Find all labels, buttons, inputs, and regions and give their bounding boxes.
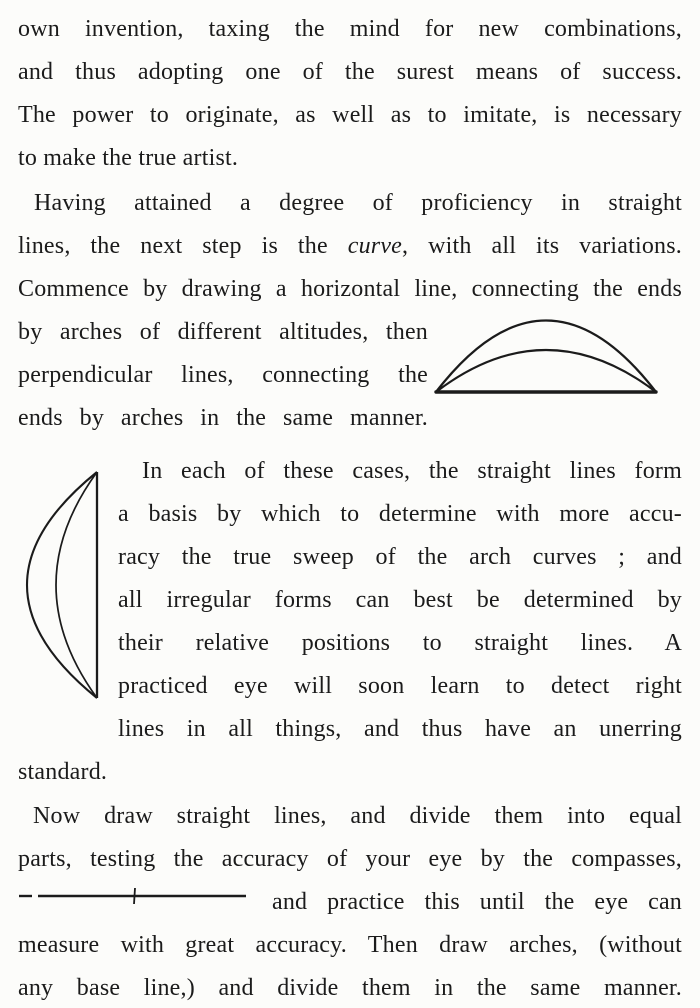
paragraph-3: [18, 450, 682, 794]
paragraph-4: [18, 795, 682, 1008]
text-line: racy the true sweep of the arch curves ; and: [118, 544, 682, 570]
text-line: parts, testing the accuracy of your eye by the compasses,: [18, 846, 682, 872]
italic-word-curve: curve: [347, 233, 403, 259]
text-line: practiced eye will soon learn to detect right: [118, 673, 682, 699]
text-line: all irregular forms can best be determined by: [118, 587, 682, 613]
text-line: Commence by drawing a horizontal line, connecting the ends: [18, 276, 682, 302]
text-line: In each of these cases, the straight lines form: [142, 458, 682, 484]
crescent-figure: [3, 467, 103, 704]
text-line: standard.: [18, 759, 108, 785]
text-line: own invention, taxing the mind for new combinations,: [18, 16, 682, 42]
text-line: [18, 225, 682, 268]
paragraph-1: [18, 8, 682, 180]
text-line: Now draw straight lines, and divide them into equal: [33, 803, 682, 829]
text-line-with-figure: [18, 881, 682, 924]
text-line: measure with great accuracy. Then draw arches, (without: [18, 932, 682, 958]
text-segment: and practice this until the eye can: [272, 889, 682, 915]
text-line: The power to originate, as well as to imitate, is necessary: [18, 102, 682, 128]
text-line: by arches of different altitudes, then: [18, 319, 428, 345]
text-line: a basis by which to determine with more accu-: [118, 501, 682, 527]
text-line: to make the true artist.: [18, 145, 239, 171]
divided-line-figure: [18, 885, 248, 907]
text-line: perpendicular lines, connecting the: [18, 362, 428, 388]
text-line: any base line,) and divide them in the same manner.: [18, 975, 682, 1001]
text-line: and thus adopting one of the surest means of success.: [18, 59, 682, 85]
double-arch-figure: [433, 307, 660, 397]
text-line: their relative positions to straight lines. A: [118, 630, 682, 656]
text-line: Having attained a degree of proficiency in straight: [34, 190, 682, 216]
text-segment: lines, the next step is the: [18, 233, 348, 259]
text-segment: , with all its variations.: [402, 233, 682, 259]
text-line: ends by arches in the same manner.: [18, 405, 428, 431]
text-line: lines in all things, and thus have an unerring: [118, 716, 682, 742]
